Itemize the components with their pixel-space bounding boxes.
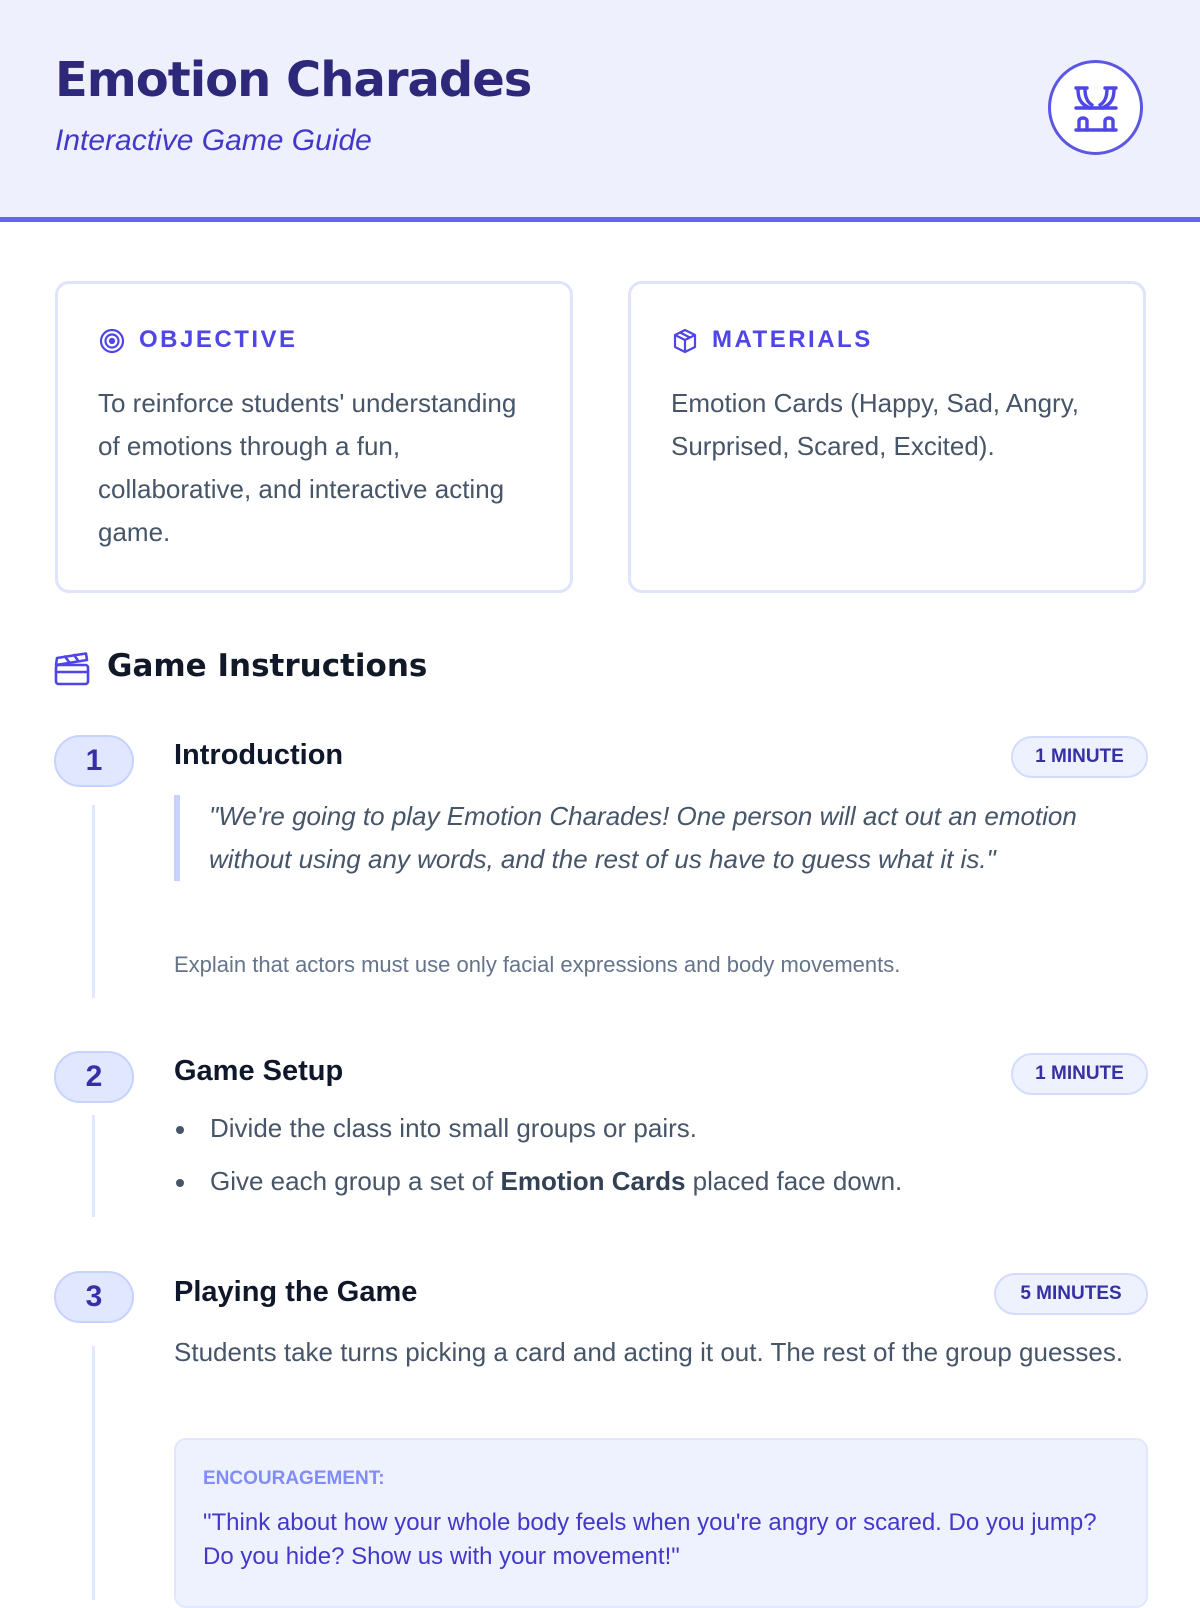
clapperboard-icon: [54, 652, 90, 686]
step-connector: [92, 805, 95, 998]
intro-note: Explain that actors must use only facial expressions and body movements.: [174, 952, 901, 977]
step-number: 1: [54, 735, 134, 787]
intro-quote: "We're going to play Emotion Charades! One person will act out an emotion without using any words, and the rest of us have to guess what it is.": [174, 795, 1141, 881]
encouragement-text: "Think about how your whole body feels when you're angry or scared. Do you jump? Do you hide? Show us with your movement!": [203, 1509, 1097, 1570]
page-subtitle: Interactive Game Guide: [55, 124, 372, 157]
duration-badge: 5 MINUTES: [994, 1273, 1148, 1315]
list-item: Give each group a set of Emotion Cards placed face down.: [174, 1161, 1134, 1214]
duration-badge: 1 MINUTE: [1011, 736, 1148, 778]
step-title: Game Setup: [174, 1055, 344, 1087]
step-title: Playing the Game: [174, 1276, 418, 1308]
theater-icon: [1048, 60, 1143, 155]
play-text: Students take turns picking a card and acting it out. The rest of the group guesses.: [174, 1337, 1124, 1367]
page-header: [0, 0, 1200, 222]
objective-label: OBJECTIVE: [139, 326, 298, 353]
step-connector: [92, 1346, 95, 1600]
step-number: 2: [54, 1051, 134, 1103]
step-connector: [92, 1115, 95, 1217]
step-number: 3: [54, 1271, 134, 1323]
objective-text: To reinforce students' understanding of emotions through a fun, collaborative, and interactive acting game.: [98, 388, 517, 547]
duration-badge: 1 MINUTE: [1011, 1053, 1148, 1095]
materials-text: Emotion Cards (Happy, Sad, Angry, Surprised, Scared, Excited).: [671, 388, 1080, 461]
encouragement-label: ENCOURAGEMENT:: [203, 1468, 385, 1489]
target-icon: [99, 328, 125, 354]
objective-card: [55, 281, 573, 593]
box-icon: [672, 328, 698, 354]
section-title: Game Instructions: [107, 648, 428, 684]
page-title: Emotion Charades: [55, 52, 532, 108]
materials-card: [628, 281, 1146, 593]
emphasized-text: Emotion Cards: [500, 1166, 686, 1196]
list-item: Divide the class into small groups or pairs.: [174, 1108, 1134, 1161]
setup-list: [174, 1108, 1134, 1214]
materials-label: MATERIALS: [712, 326, 873, 353]
step-title: Introduction: [174, 739, 344, 771]
encouragement-box: [174, 1438, 1148, 1608]
